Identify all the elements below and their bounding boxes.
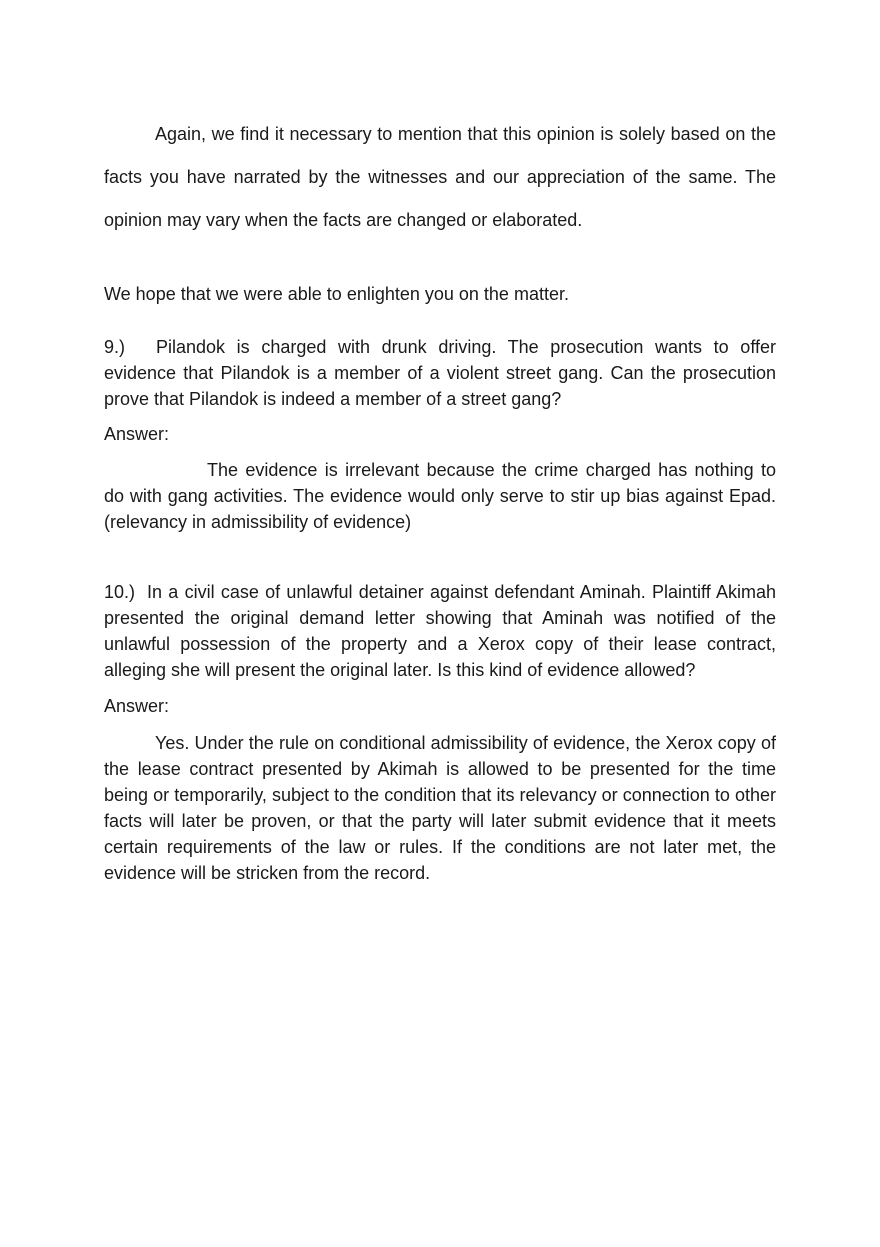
question-9-answer: The evidence is irrelevant because the crime charged has nothing to do with gang activities. The evidence would only serve to stir up bias against Epad. (relevancy in admissibility of evidence) [104,460,776,532]
question-10 [104,579,776,683]
closing-paragraph: Again, we find it necessary to mention that this opinion is solely based on the facts you have narrated by the witnesses and our appreciation of the same. The opinion may vary when the facts are changed or elaborated. [104,124,776,230]
question-10-text: In a civil case of unlawful detainer against defendant Aminah. Plaintiff Akimah presented the original demand letter showing that Aminah was notified of the unlawful possession of the property and a Xerox copy of their lease contract, alleging she will present the original later. Is this kind of evidence allowed? [104,582,776,680]
closing-hope-line: We hope that we were able to enlighten you on the matter. [104,284,569,304]
question-9-number: 9.) [104,337,126,357]
question-9-text: Pilandok is charged with drunk driving. The prosecution wants to offer evidence that Pilandok is a member of a violent street gang. Can the prosecution prove that Pilandok is indeed a member of a street gang? [104,337,776,409]
question-9 [104,334,776,412]
question-9-answer-label: Answer: [104,424,170,444]
question-10-number: 10.) [104,582,136,602]
question-10-answer: Yes. Under the rule on conditional admissibility of evidence, the Xerox copy of the lease contract presented by Akimah is allowed to be presented for the time being or temporarily, subject to the condition that its relevancy or connection to other facts will later be proven, or that the party will later submit evidence that it meets certain requirements of the law or rules. If the conditions are not later met, the evidence will be stricken from the record. [104,733,776,883]
question-10-answer-label: Answer: [104,696,170,716]
